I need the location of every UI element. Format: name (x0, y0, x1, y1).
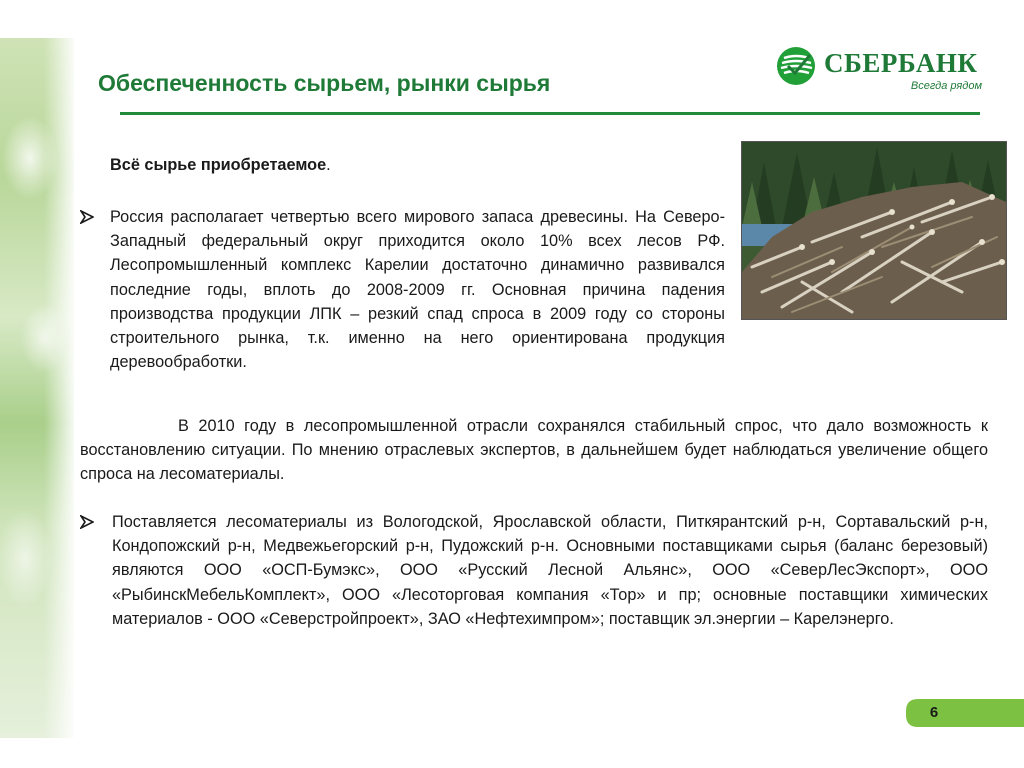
bullet-russia-timber: Россия располагает четвертью всего мирового запаса древесины. На Северо-Западный федеральный округ приходится около 10% всех лесов РФ. Лесопромышленный комплекс Карелии достаточно динамично развивался последние годы, вплоть до 2008-2009 гг. Основная причина падения производства продукции ЛПК – резкий спад спроса в 2009 году со стороны строительного рынка, т.к. именно на него ориентирована продукция деревообработки. (110, 208, 725, 372)
arrow-bullet-icon (80, 515, 94, 529)
lead-rest: . (326, 156, 331, 174)
title-divider (120, 112, 980, 115)
bullet-suppliers: Поставляется лесоматериалы из Вологодской, Ярославской области, Питкярантский р-н, Сортавальский р-н, Кондопожский р-н, Медвежьегорский р-н, Пудожский р-н. Основными поставщиками сырья (баланс березовый) являются ООО «ОСП-Бумэкс», ООО «Русский Лесной Альянс», ООО «СеверЛесЭкспорт», ООО «РыбинскМебельКомплект», ООО «Лесоторговая компания «Тор» и пр; основные поставщики химических материалов - ООО «Северстройпроект», ЗАО «Нефтехимпром»; поставщик эл.энергии – Карелэнерго. (112, 513, 988, 628)
timber-pile-image (742, 142, 1006, 319)
logo-slogan: Всегда рядом (910, 80, 982, 92)
slide-title: Обеспеченность сырьем, рынки сырья (98, 70, 551, 96)
logo-name: СБЕРБАНК (824, 48, 978, 78)
arrow-bullet-icon (80, 210, 94, 224)
lead-statement (110, 156, 331, 175)
lead-bold: Всё сырье приобретаемое (110, 156, 327, 174)
paragraph-2010-demand: В 2010 году в лесопромышленной отрасли сохранялся стабильный спрос, что дало возможность к восстановлению ситуации. По мнению отраслевых экспертов, в дальнейшем будет наблюдаться увеличение общего спроса на лесоматериалы. (80, 417, 988, 484)
sberbank-logo-icon (776, 46, 816, 86)
page-number: 6 (929, 704, 939, 721)
timber-photo (741, 141, 1007, 320)
decorative-side-strip (0, 38, 74, 738)
sberbank-logo (776, 44, 986, 96)
